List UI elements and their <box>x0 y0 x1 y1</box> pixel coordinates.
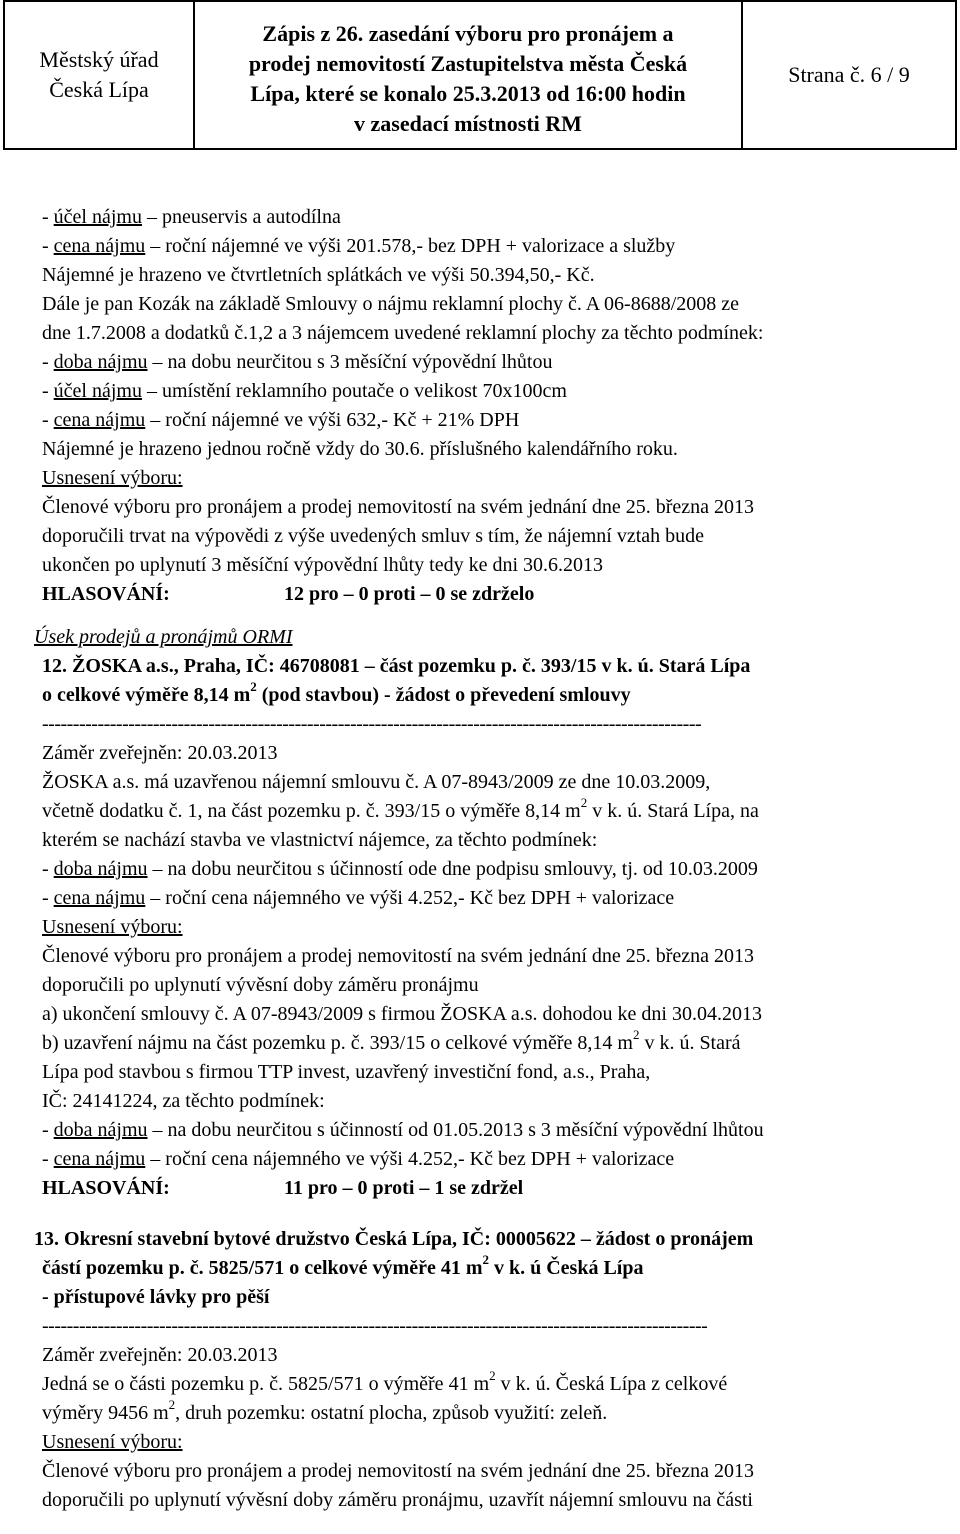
office-cell <box>5 2 193 148</box>
item-title: 13. Okresní stavební bytové družstvo Česká Lípa, IČ: 00005622 – žádost o pronájem <box>34 1228 754 1250</box>
page-number: Strana č. 6 / 9 <box>788 62 910 87</box>
paragraph-line: včetně dodatku č. 1, na část pozemku p. č. 393/15 o výměře 8,14 $m^2$ v k. ú. Stará Lípa, na <box>42 795 759 822</box>
resolution-line: Členové výboru pro pronájem a prodej nemovitostí na svém jednání dne 25. března 2013 <box>42 1460 755 1482</box>
separator-line: ------------------------------------------------------------------------------------------------------------ <box>42 1315 708 1337</box>
condition-line: - cena nájmu – roční cena nájemného ve výši 4.252,- Kč bez DPH + valorizace <box>42 887 675 909</box>
page-number-cell <box>743 2 955 148</box>
condition-term: cena nájmu <box>53 1148 146 1170</box>
paragraph-line: výměry 9456 $m^2$, druh pozemku: ostatní plocha, způsob využití: zeleň. <box>42 1397 608 1424</box>
document-body <box>34 203 947 1515</box>
vote-line <box>42 1174 947 1203</box>
resolution-heading: Usnesení výboru: <box>42 467 183 489</box>
item-title: 12. ŽOSKA a.s., Praha, IČ: 46708081 – část pozemku p. č. 393/15 v k. ú. Stará Lípa <box>42 655 751 677</box>
published-date: Záměr zveřejněn: 20.03.2013 <box>42 1344 278 1366</box>
resolution-line: IČ: 24141224, za těchto podmínek: <box>42 1090 325 1112</box>
title-cell <box>193 2 743 148</box>
meeting-title-line: v zasedací místnosti RM <box>354 111 582 136</box>
resolution-line: doporučili po uplynutí vývěsní doby záměru pronájmu, uzavřít nájemní smlouvu na části <box>42 1489 753 1511</box>
page-header <box>3 0 957 150</box>
separator-line: ----------------------------------------------------------------------------------------------------------- <box>42 713 702 735</box>
published-date: Záměr zveřejněn: 20.03.2013 <box>42 742 278 764</box>
vote-line <box>42 580 947 609</box>
resolution-heading: Usnesení výboru: <box>42 1431 183 1453</box>
condition-line: - doba nájmu – na dobu neurčitou s účinností ode dne podpisu smlouvy, tj. od 10.03.2009 <box>42 858 758 880</box>
vote-result: 12 pro – 0 proti – 0 se zdrželo <box>284 583 535 605</box>
resolution-heading: Usnesení výboru: <box>42 916 183 938</box>
condition-line: - doba nájmu – na dobu neurčitou s účinností od 01.05.2013 s 3 měsíční výpovědní lhůtou <box>42 1119 764 1141</box>
vote-label: HLASOVÁNÍ: <box>42 583 170 605</box>
paragraph-line: ŽOSKA a.s. má uzavřenou nájemní smlouvu č. A 07-8943/2009 ze dne 10.03.2009, <box>42 771 711 793</box>
condition-term: doba nájmu <box>53 351 148 373</box>
resolution-line: Členové výboru pro pronájem a prodej nemovitostí na svém jednání dne 25. března 2013 <box>42 496 755 518</box>
condition-line: - účel nájmu – pneuservis a autodílna <box>42 206 341 228</box>
condition-line: - doba nájmu – na dobu neurčitou s 3 měsíční výpovědní lhůtou <box>42 351 553 373</box>
resolution-line: doporučili trvat na výpovědi z výše uvedených smluv s tím, že nájemní vztah bude <box>42 525 705 547</box>
condition-term: doba nájmu <box>53 1119 148 1141</box>
section-heading: Úsek prodejů a pronájmů ORMI <box>34 626 293 648</box>
paragraph-line: Dále je pan Kozák na základě Smlouvy o nájmu reklamní plochy č. A 06-8688/2008 ze <box>42 293 740 315</box>
paragraph-line: dne 1.7.2008 a dodatků č.1,2 a 3 nájemcem uvedené reklamní plochy za těchto podmínek: <box>42 322 764 344</box>
resolution-line: doporučili po uplynutí vývěsní doby záměru pronájmu <box>42 974 479 996</box>
paragraph-line: Nájemné je hrazeno ve čtvrtletních splátkách ve výši 50.394,50,- Kč. <box>42 264 595 286</box>
resolution-line: a) ukončení smlouvy č. A 07-8943/2009 s firmou ŽOSKA a.s. dohodou ke dni 30.04.2013 <box>42 1003 762 1025</box>
vote-label: HLASOVÁNÍ: <box>42 1177 170 1199</box>
condition-term: doba nájmu <box>53 858 148 880</box>
resolution-line: ukončen po uplynutí 3 měsíční výpovědní lhůty tedy ke dni 30.6.2013 <box>42 554 604 576</box>
condition-line: - účel nájmu – umístění reklamního poutače o velikost 70x100cm <box>42 380 567 402</box>
condition-term: cena nájmu <box>53 409 146 431</box>
resolution-line: Lípa pod stavbou s firmou TTP invest, uzavřený investiční fond, a.s., Praha, <box>42 1061 651 1083</box>
condition-term: cena nájmu <box>53 235 146 257</box>
paragraph-line: Jedná se o části pozemku p. č. 5825/571 o výměře 41 $m^2$ v k. ú. Česká Lípa z celkové <box>42 1368 728 1395</box>
paragraph-line: kterém se nachází stavba ve vlastnictví nájemce, za těchto podmínek: <box>42 829 598 851</box>
condition-term: účel nájmu <box>53 380 142 402</box>
item-title: o celkové výměře 8,14 $m^2$ (pod stavbou) - žádost o převedení smlouvy <box>42 679 631 706</box>
condition-line: - cena nájmu – roční nájemné ve výši 632,- Kč + 21% DPH <box>42 409 520 431</box>
meeting-title-line: prodej nemovitostí Zastupitelstva města Česká <box>248 51 688 76</box>
condition-line: - cena nájmu – roční cena nájemného ve výši 4.252,- Kč bez DPH + valorizace <box>42 1148 675 1170</box>
resolution-line: Členové výboru pro pronájem a prodej nemovitostí na svém jednání dne 25. března 2013 <box>42 945 755 967</box>
resolution-line: b) uzavření nájmu na část pozemku p. č. 393/15 o celkové výměře 8,14 $m^2$ v k. ú. Stará <box>42 1027 741 1054</box>
paragraph-line: Nájemné je hrazeno jednou ročně vždy do 30.6. příslušného kalendářního roku. <box>42 438 678 460</box>
office-city: Česká Lípa <box>49 77 149 102</box>
item-title: částí pozemku p. č. 5825/571 o celkové výměře 41 $m^2$ v k. ú Česká Lípa <box>42 1252 644 1279</box>
condition-term: cena nájmu <box>53 887 146 909</box>
condition-term: účel nájmu <box>53 206 142 228</box>
meeting-title-line: Lípa, které se konalo 25.3.2013 od 16:00 hodin <box>250 81 686 106</box>
meeting-title-line: Zápis z 26. zasedání výboru pro pronájem a <box>262 21 674 46</box>
vote-result: 11 pro – 0 proti – 1 se zdržel <box>284 1177 524 1199</box>
item-title: - přístupové lávky pro pěší <box>42 1286 270 1308</box>
condition-line: - cena nájmu – roční nájemné ve výši 201.578,- bez DPH + valorizace a služby <box>42 235 676 257</box>
office-name: Městský úřad <box>39 47 159 72</box>
